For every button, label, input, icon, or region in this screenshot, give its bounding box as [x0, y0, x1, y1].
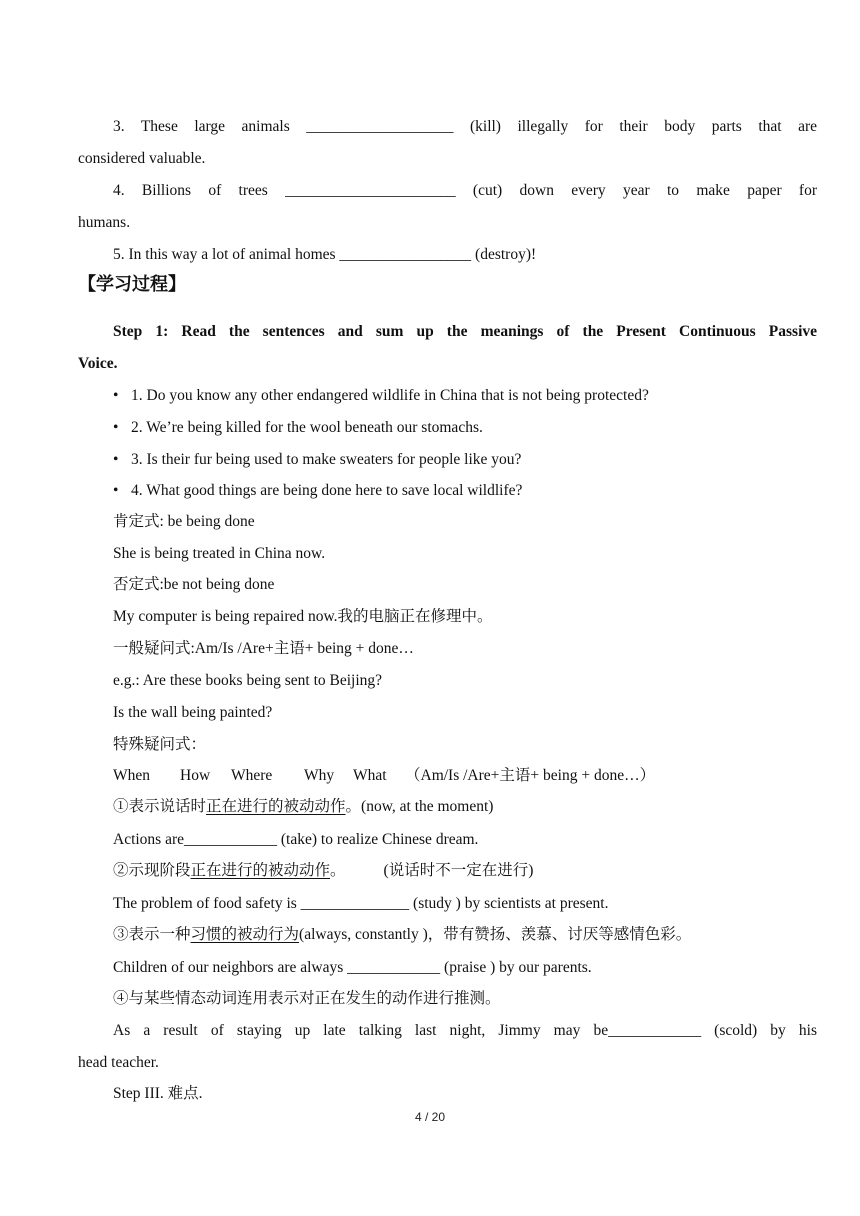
wh-word: How [180, 767, 211, 784]
step1-heading-line1: Step 1: Read the sentences and sum up the meanings of the Present Continuous Passive [113, 323, 817, 340]
usage-4-example-line1: As a result of staying up late talking last night, Jimmy may be____________ (scold) by his [113, 1022, 817, 1039]
negative-example: My computer is being repaired now.我的电脑正在修理中。 [113, 608, 493, 625]
list-item: • 4. What good things are being done here to save local wildlife? [113, 482, 523, 499]
exercise-4-line2: humans. [78, 214, 131, 231]
list-item: • 3. Is their fur being used to make sweaters for people like you? [113, 451, 522, 468]
usage-3: ③表示一种习惯的被动行为(always, constantly )，带有赞扬、羡慕、讨厌等感情色彩。 [113, 926, 692, 943]
usage-1-example: Actions are____________ (take) to realize Chinese dream. [113, 831, 479, 848]
usage-1: ①表示说话时正在进行的被动动作。(now, at the moment) [113, 798, 494, 815]
bullet-icon: • [113, 451, 119, 468]
exercise-5: 5. In this way a lot of animal homes _________________ (destroy)! [113, 246, 537, 263]
bullet-icon: • [113, 387, 119, 404]
usage-4-example-line2: head teacher. [78, 1054, 159, 1071]
general-question-example-1: e.g.: Are these books being sent to Beijing? [113, 672, 383, 689]
wh-word: What [353, 767, 387, 784]
affirmative-form: 肯定式: be being done [113, 513, 255, 530]
general-question-form: 一般疑问式:Am/Is /Are+主语+ being + done… [113, 640, 414, 657]
exercise-3-line1: 3. These large animals ___________________ (kill) illegally for their body parts that are [113, 118, 817, 135]
step3-heading: Step III. 难点. [113, 1085, 203, 1102]
usage-4: ④与某些情态动词连用表示对正在发生的动作进行推测。 [113, 990, 501, 1007]
usage-3-example: Children of our neighbors are always ____________ (praise ) by our parents. [113, 959, 592, 976]
exercise-3-line2: considered valuable. [78, 150, 206, 167]
bullet-icon: • [113, 482, 119, 499]
page-number: 4 / 20 [414, 1110, 446, 1124]
affirmative-example: She is being treated in China now. [113, 545, 326, 562]
general-question-example-2: Is the wall being painted? [113, 704, 273, 721]
section-heading: 【学习过程】 [78, 274, 186, 295]
usage-2: ②示现阶段正在进行的被动动作。 (说话时不一定在进行) [113, 862, 534, 879]
bullet-icon: • [113, 419, 119, 436]
wh-word: Where [231, 767, 273, 784]
special-question-form: 特殊疑问式： [113, 736, 207, 753]
exercise-4-line1: 4. Billions of trees ______________________ (cut) down every year to make paper for [113, 182, 817, 199]
wh-word: When [113, 767, 151, 784]
negative-form: 否定式:be not being done [113, 576, 275, 593]
usage-2-example: The problem of food safety is ______________ (study ) by scientists at present. [113, 895, 609, 912]
special-question-pattern: （Am/Is /Are+主语+ being + done…） [405, 767, 656, 784]
list-item: • 1. Do you know any other endangered wildlife in China that is not being protected? [113, 387, 649, 404]
list-item: • 2. We’re being killed for the wool beneath our stomachs. [113, 419, 483, 436]
step1-heading-line2: Voice. [78, 355, 118, 372]
wh-words-line [78, 766, 817, 786]
wh-word: Why [304, 767, 335, 784]
